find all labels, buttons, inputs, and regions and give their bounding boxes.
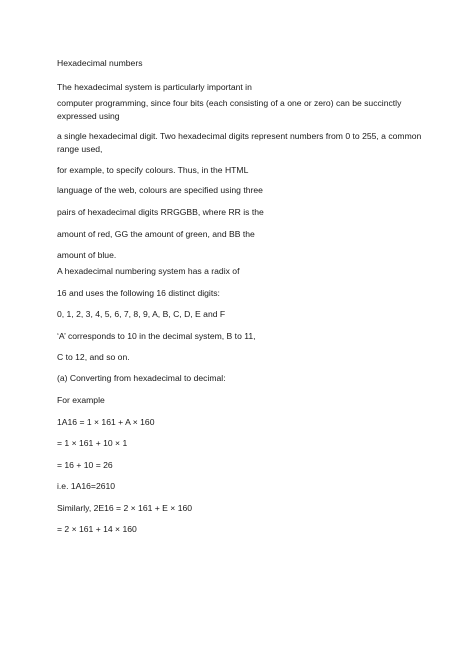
equation-line: = 1 × 161 + 10 × 1: [57, 438, 128, 448]
paragraph: pairs of hexadecimal digits RRGGBB, where RR is the: [57, 207, 264, 217]
paragraph: (a) Converting from hexadecimal to decimal:: [57, 373, 226, 383]
equation-line: Similarly, 2E16 = 2 × 161 + E × 160: [57, 503, 193, 513]
equation-line: = 16 + 10 = 26: [57, 460, 113, 470]
paragraph: computer programming, since four bits (each consisting of a one or zero) can be succinctly expressed using: [57, 98, 402, 121]
paragraph: 16 and uses the following 16 distinct digits:: [57, 288, 220, 298]
document-title: Hexadecimal numbers: [57, 58, 143, 68]
paragraph: C to 12, and so on.: [57, 352, 130, 362]
equation-line: i.e. 1A16=2610: [57, 481, 116, 491]
paragraph: ‘A’ corresponds to 10 in the decimal system, B to 11,: [57, 331, 256, 341]
paragraph: amount of blue.: [57, 250, 117, 260]
paragraph: 0, 1, 2, 3, 4, 5, 6, 7, 8, 9, A, B, C, D, E and F: [57, 309, 226, 319]
paragraph: A hexadecimal numbering system has a radix of: [57, 266, 240, 276]
paragraph: amount of red, GG the amount of green, and BB the: [57, 229, 255, 239]
paragraph: The hexadecimal system is particularly important in: [57, 82, 252, 92]
paragraph: for example, to specify colours. Thus, in the HTML: [57, 165, 249, 175]
paragraph: For example: [57, 395, 105, 405]
paragraph: language of the web, colours are specified using three: [57, 185, 263, 195]
equation-line: 1A16 = 1 × 161 + A × 160: [57, 417, 155, 427]
equation-line: = 2 × 161 + 14 × 160: [57, 524, 137, 534]
paragraph: a single hexadecimal digit. Two hexadecimal digits represent numbers from 0 to 255, a common range used,: [57, 131, 422, 154]
